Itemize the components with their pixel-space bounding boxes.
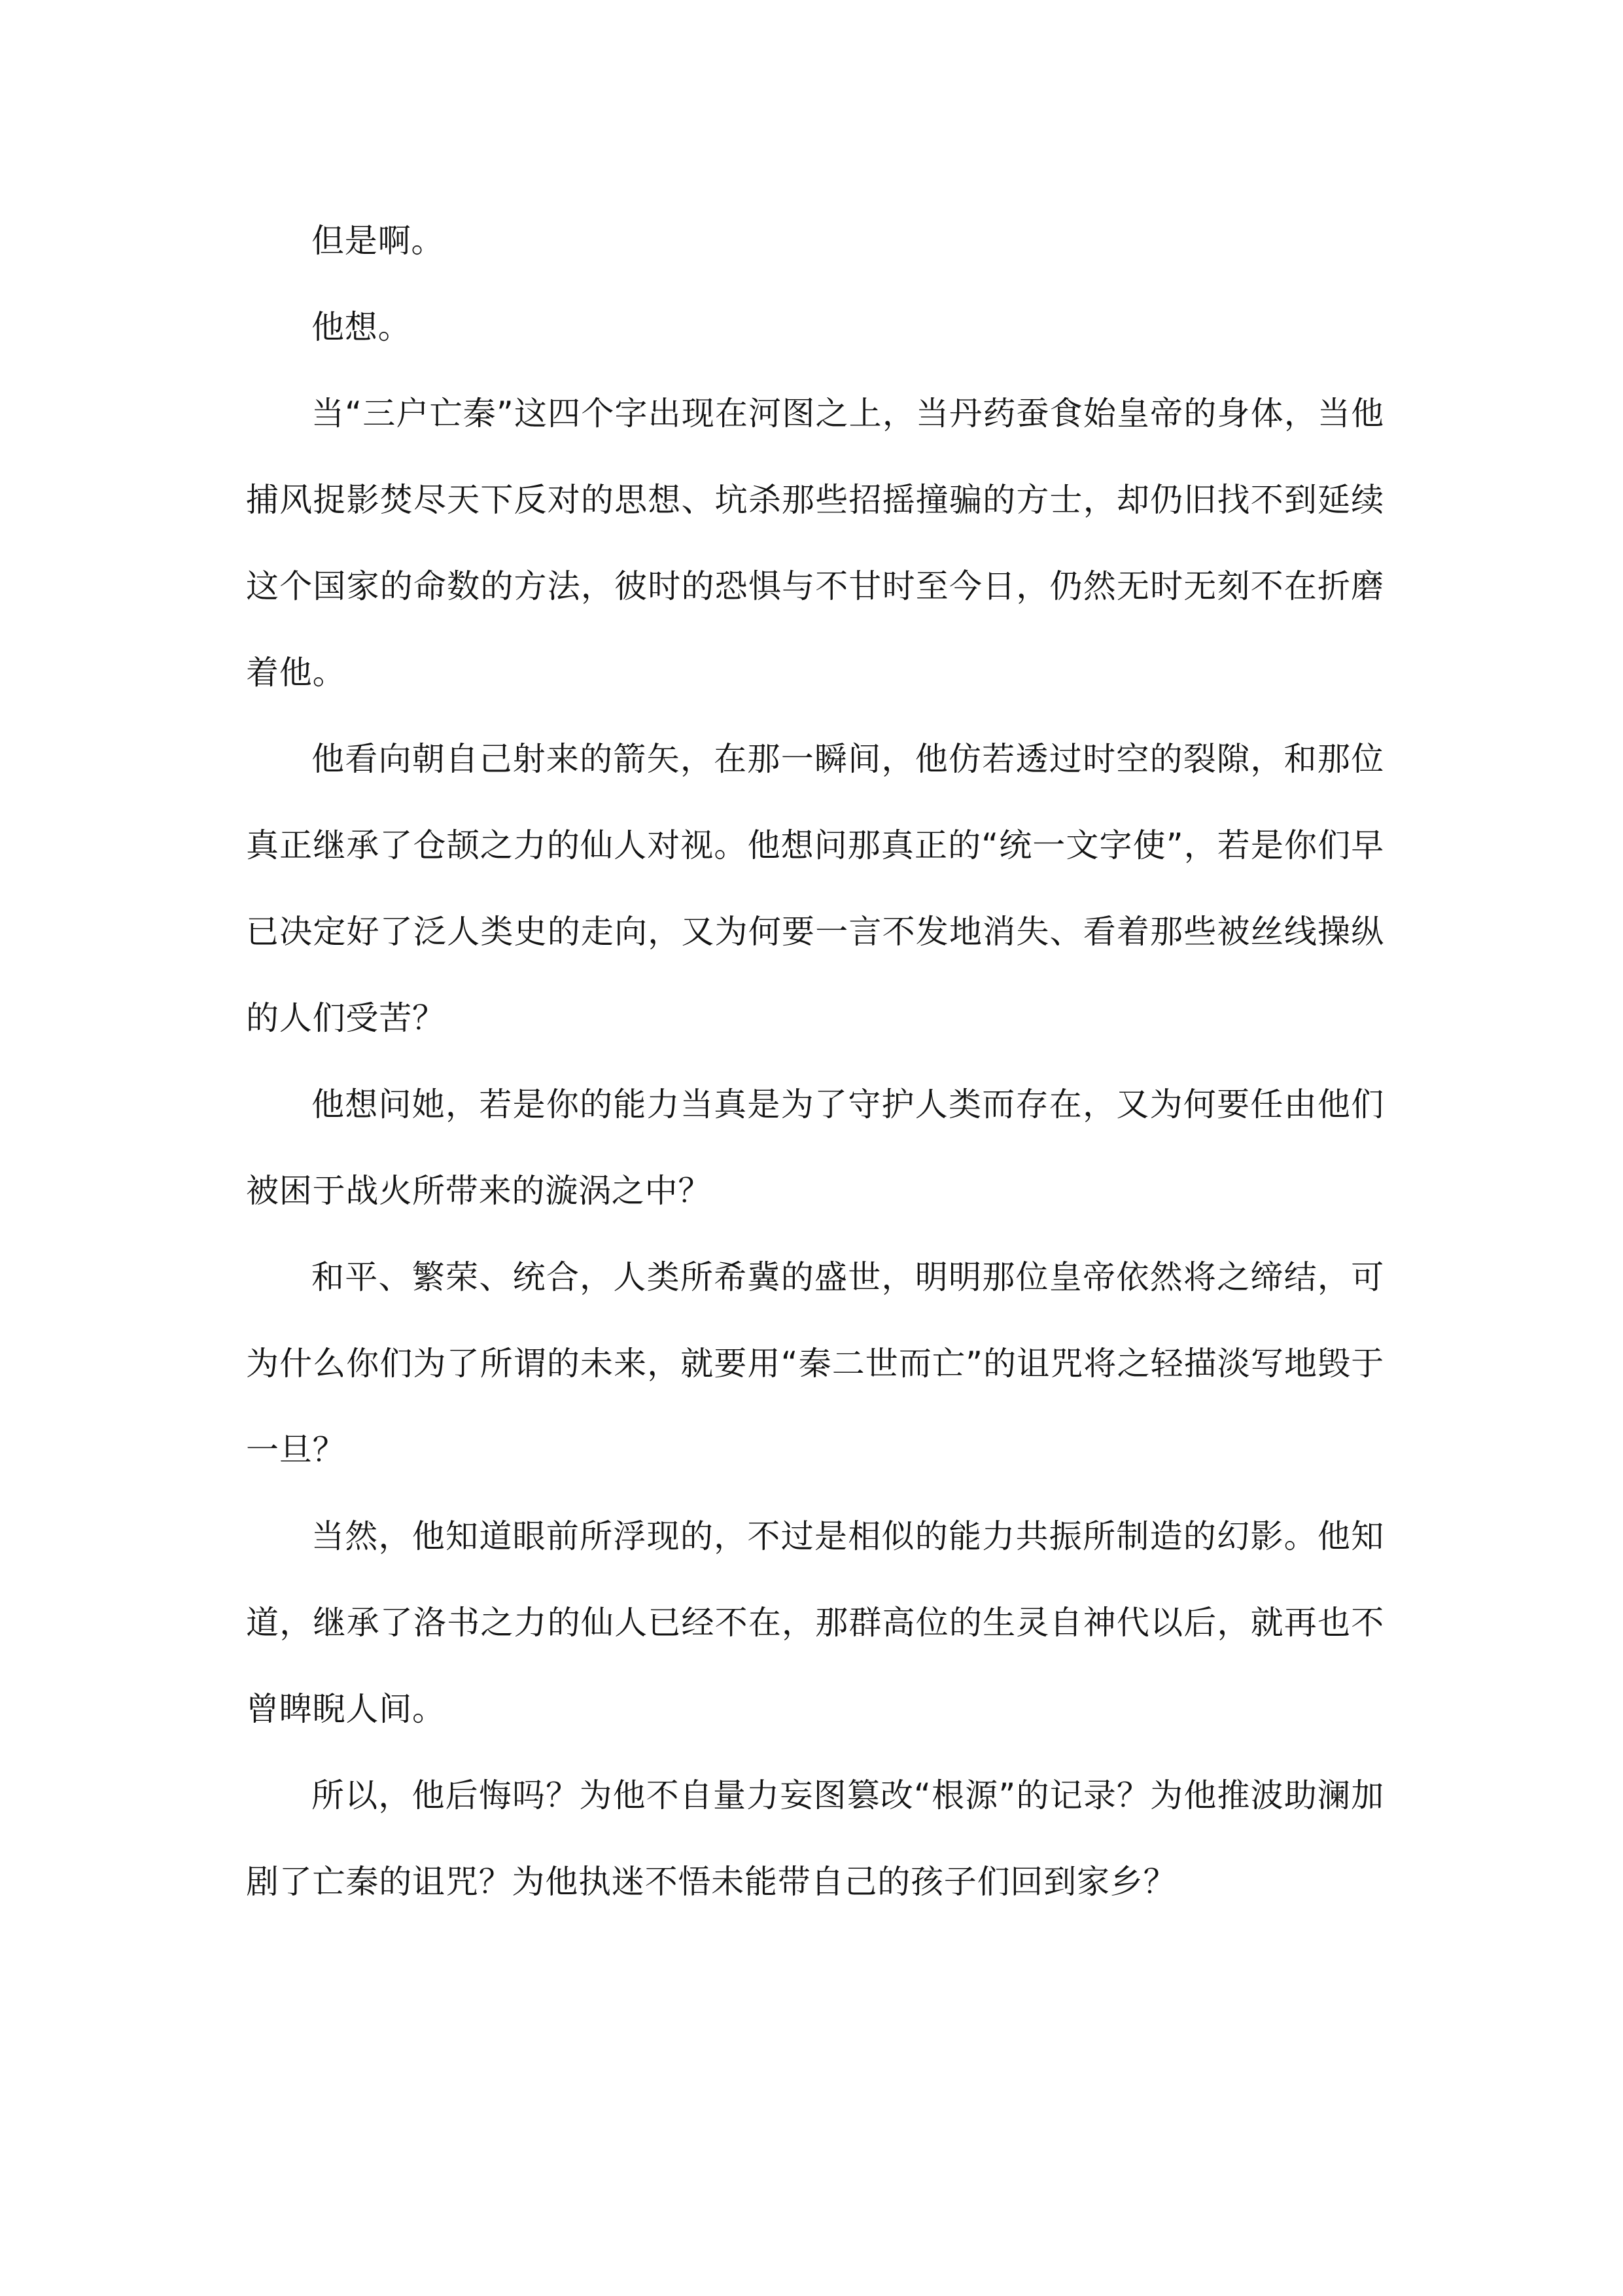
paragraph-1: 但是啊。 [311, 222, 445, 260]
paragraph-6: 和平、繁荣、统合，人类所希冀的盛世，明明那位皇帝依然将之缔结，可为什么你们为了所谓的未来，就要用“秦二世而亡”的诅咒将之轻描淡写地毁于一旦？ [246, 1258, 1384, 1469]
document-body [246, 198, 1384, 1925]
paragraph-4: 他看向朝自己射来的箭矢，在那一瞬间，他仿若透过时空的裂隙，和那位真正继承了仓颉之力的仙人对视。他想问那真正的“统一文字使”，若是你们早已决定好了泛人类史的走向，又为何要一言不发地消失、看着那些被丝线操纵的人们受苦？ [246, 740, 1384, 1037]
paragraph-3: 当“三户亡秦”这四个字出现在河图之上，当丹药蚕食始皇帝的身体，当他捕风捉影焚尽天下反对的思想、坑杀那些招摇撞骗的方士，却仍旧找不到延续这个国家的命数的方法，彼时的恐惧与不甘时至今日，仍然无时无刻不在折磨着他。 [246, 395, 1384, 692]
paragraph-7: 当然，他知道眼前所浮现的，不过是相似的能力共振所制造的幻影。他知道，继承了洛书之力的仙人已经不在，那群高位的生灵自神代以后，就再也不曾睥睨人间。 [246, 1517, 1384, 1728]
paragraph-2: 他想。 [311, 308, 411, 346]
paragraph-5: 他想问她，若是你的能力当真是为了守护人类而存在，又为何要任由他们被困于战火所带来的漩涡之中？ [246, 1086, 1384, 1210]
paragraph-8: 所以，他后悔吗？为他不自量力妄图篡改“根源”的记录？为他推波助澜加剧了亡秦的诅咒？为他执迷不悟未能带自己的孩子们回到家乡？ [246, 1776, 1384, 1901]
